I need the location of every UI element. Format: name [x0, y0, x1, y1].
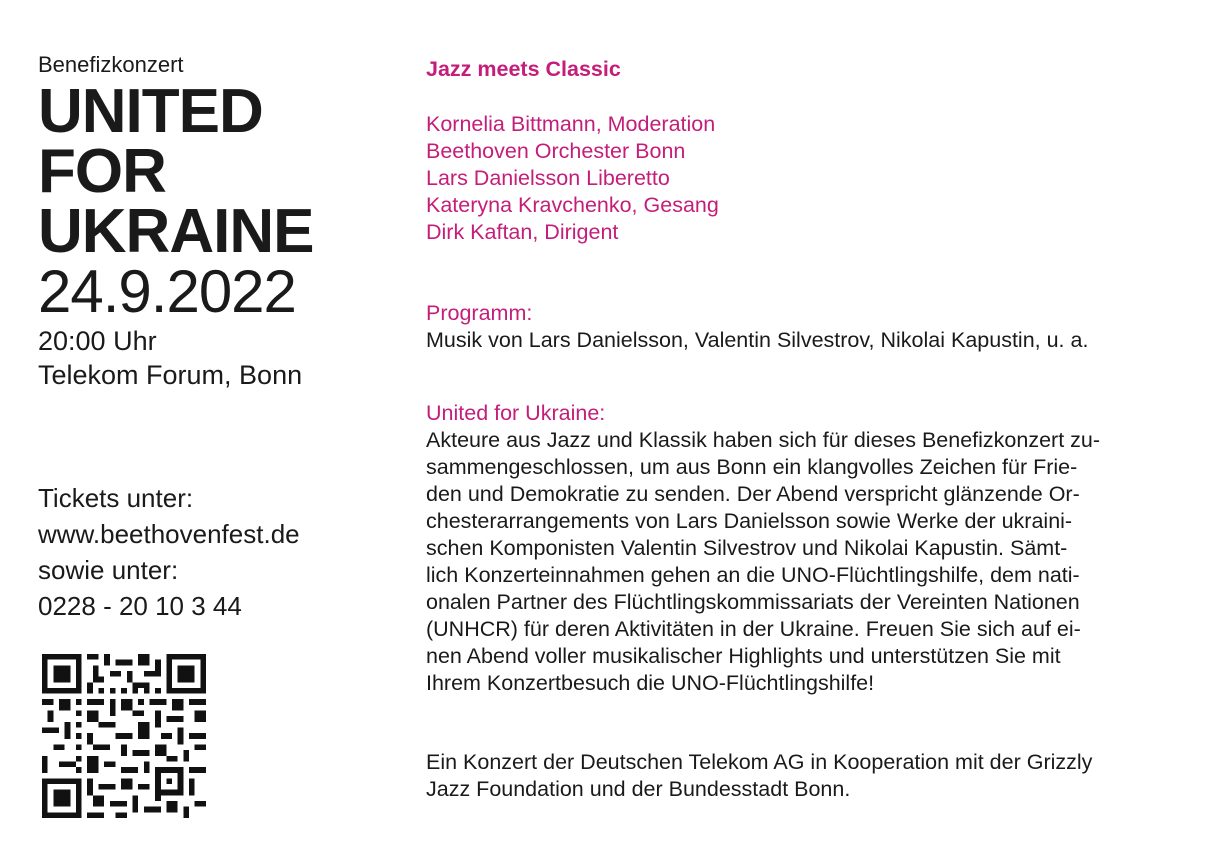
text-line: den und Demokratie zu senden. Der Abend verspricht glänzende Or-	[426, 482, 1080, 506]
ticket-line: Tickets unter:	[38, 483, 194, 513]
list-item: Dirk Kaftan, Dirigent	[426, 220, 619, 244]
text-line: Akteure aus Jazz und Klassik haben sich für dieses Benefizkonzert zu-	[426, 428, 1101, 452]
event-time: 20:00 Uhr	[38, 326, 157, 356]
program-section	[426, 300, 1186, 354]
ticket-info	[38, 480, 300, 624]
event-details	[426, 56, 1186, 803]
event-date: 24.9.2022	[38, 258, 296, 325]
text-line: Ihrem Konzertbesuch die UNO-Flüchtlingshilfe!	[426, 671, 875, 695]
text-line: schen Komponisten Valentin Silvestrov und Nikolai Kapustin. Sämt-	[426, 536, 1068, 560]
text-line: lich Konzerteinnahmen gehen an die UNO-Flüchtlingshilfe, dem nati-	[426, 563, 1080, 587]
text-line: onalen Partner des Flüchtlingskommissariats der Vereinten Nationen	[426, 590, 1080, 614]
organizer-text	[426, 749, 1186, 803]
text-line: sammengeschlossen, um aus Bonn ein klangvolles Zeichen für Frie-	[426, 455, 1078, 479]
organizer-note	[426, 749, 1186, 803]
headline-line: FOR	[38, 137, 166, 206]
performer-list	[426, 111, 1186, 246]
event-venue: Telekom Forum, Bonn	[38, 360, 303, 390]
about-text	[426, 427, 1186, 697]
about-label: United for Ukraine:	[426, 401, 606, 425]
list-item: Lars Danielsson Liberetto	[426, 166, 670, 190]
about-section	[426, 400, 1186, 697]
text-line: nen Abend voller musikalischer Highlights und unterstützen Sie mit	[426, 644, 1061, 668]
text-line: Jazz Foundation und der Bundesstadt Bonn.	[426, 777, 851, 801]
text-line: chesterarrangements von Lars Danielsson sowie Werke der ukraini-	[426, 509, 1073, 533]
list-item: Beethoven Orchester Bonn	[426, 139, 686, 163]
ticket-line: sowie unter:	[38, 555, 179, 585]
headline-line: UNITED	[38, 77, 263, 146]
ticket-website[interactable]: www.beethovenfest.de	[38, 519, 300, 549]
list-item: Kateryna Kravchenko, Gesang	[426, 193, 719, 217]
headline-line: UKRAINE	[38, 197, 314, 266]
text-line: (UNHCR) für deren Aktivitäten in der Ukraine. Freuen Sie sich auf ei-	[426, 617, 1081, 641]
event-kicker: Benefizkonzert	[38, 52, 184, 77]
list-item: Kornelia Bittmann, Moderation	[426, 112, 716, 136]
concert-title: Jazz meets Classic	[426, 57, 621, 81]
program-label: Programm:	[426, 301, 533, 325]
text-line: Ein Konzert der Deutschen Telekom AG in Kooperation mit der Grizzly	[426, 750, 1093, 774]
event-headline	[38, 77, 378, 266]
program-text: Musik von Lars Danielsson, Valentin Silvestrov, Nikolai Kapustin, u. a.	[426, 328, 1089, 352]
ticket-phone[interactable]: 0228 - 20 10 3 44	[38, 591, 242, 621]
qr-code-icon[interactable]	[42, 654, 206, 818]
event-summary	[38, 52, 378, 392]
